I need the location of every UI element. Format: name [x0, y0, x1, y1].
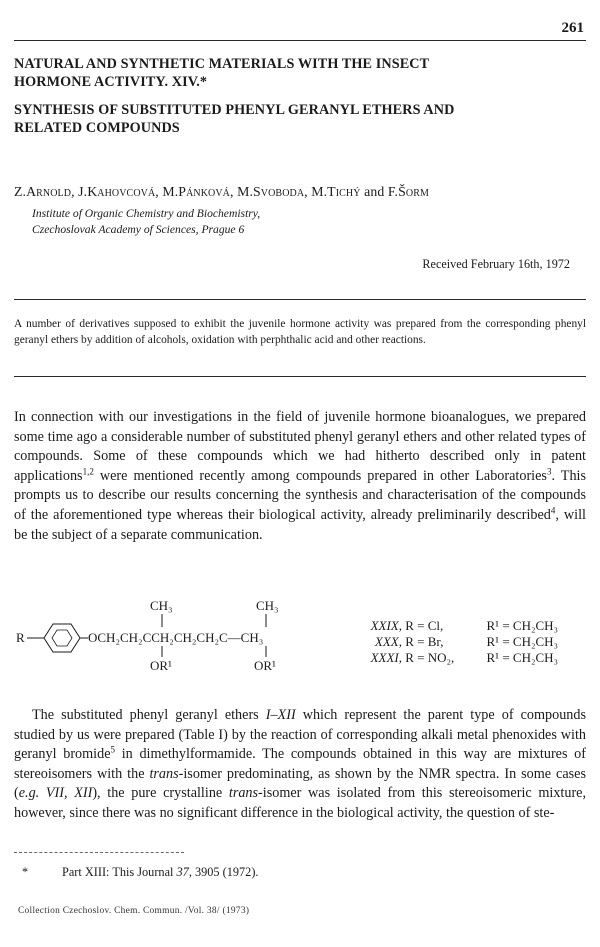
intro-paragraph	[14, 408, 586, 545]
subtitle-line: RELATED COMPOUNDS	[14, 120, 180, 136]
affiliation-line: Institute of Organic Chemistry and Biochemistry,	[32, 207, 261, 220]
text-run: , will be the subject of a separate communication.	[14, 506, 586, 543]
compound-number: XXXI,	[370, 650, 402, 665]
text-run: -isomer was isolated from this stereoisomeric mixture, however, since there was no significant difference in the biological activity, the question of ste-	[14, 785, 587, 821]
benzene-inner-ring	[52, 630, 72, 646]
compound-r: R = Br,	[405, 634, 444, 649]
footnote	[22, 865, 259, 880]
article-title	[14, 55, 586, 91]
compound-entry	[358, 618, 558, 634]
benzene-ring	[44, 624, 80, 652]
authors-and: and	[360, 184, 388, 199]
compound-entry	[358, 634, 558, 650]
methyl-group: CH₃	[150, 598, 173, 613]
text-run: -isomer predominating, as shown by the NMR spectra. In some cases (	[14, 765, 586, 802]
text-run: in dimethylformamide. The compounds obtained in this way are mixtures of stereoisomers with the	[14, 746, 586, 782]
abstract: A number of derivatives supposed to exhibit the juvenile hormone activity was prepared from the corresponding phenyl geranyl ethers by addition of alcohols, oxidation with perphthalic acid and other reactions.	[14, 318, 586, 346]
text-run: In connection with our investigations in the field of juvenile hormone bioanalogues, we prepared some time ago a considerable number of substituted phenyl geranyl ethers and other related types of compounds. Some of these compounds which we had hitherto described only in patent applications	[14, 409, 586, 484]
journal-footer: Collection Czechoslov. Chem. Commun. /Vol. 38/ (1973)	[18, 906, 250, 916]
title-line: NATURAL AND SYNTHETIC MATERIALS WITH THE INSECT	[14, 56, 430, 72]
alkoxy-group: OR¹	[150, 658, 172, 673]
ether-chain: OCH₂CH₂CCH₂CH₂CH₂C—CH₃	[88, 630, 264, 645]
authors-last: F.Šorm	[387, 184, 429, 199]
synthesis-paragraph	[14, 706, 586, 824]
affiliation-line: Czechoslovak Academy of Sciences, Prague 6	[32, 223, 245, 236]
page-number: 261	[561, 20, 584, 36]
italic-term: e.g. VII, XII	[18, 785, 93, 802]
reference: 4	[550, 505, 556, 516]
footnote-text: , 3905 (1972).	[188, 865, 259, 879]
compound-number: XXX,	[374, 634, 402, 649]
italic-term: trans	[149, 765, 179, 782]
footnote-rule	[14, 852, 184, 853]
header-rule	[14, 40, 586, 41]
authors-list: Z.Arnold, J.Kahovcová, M.Pánková, M.Svoboda, M.Tichý	[14, 184, 361, 199]
compound-list	[358, 618, 558, 666]
r-group-label: R	[16, 630, 25, 645]
footnote-text: Part XIII: This Journal	[62, 865, 177, 879]
abstract-top-rule	[14, 299, 586, 300]
text-run: which represent the parent type of compounds studied by us were prepared (Table I) by the reaction of corresponding alkali metal phenoxides with geranyl bromide	[14, 707, 586, 763]
affiliation	[32, 206, 260, 238]
title-line: HORMONE ACTIVITY. XIV.*	[14, 74, 208, 90]
reference: 3	[546, 466, 552, 477]
compound-r1: R¹ = CH₂CH₃	[486, 618, 559, 633]
footnote-volume: 37	[176, 865, 189, 879]
compound-number: XXIX,	[370, 618, 402, 633]
text-run: ), the pure crystalline	[92, 785, 229, 802]
received-date: Received February 16th, 1972	[422, 257, 570, 271]
article-subtitle	[14, 101, 586, 137]
text-run: The substituted phenyl geranyl ethers	[32, 707, 266, 723]
compound-range: I–XII	[265, 707, 296, 723]
text-run: were mentioned recently among compounds prepared in other Laboratories	[93, 467, 547, 484]
authors	[14, 184, 429, 200]
footnote-marker: *	[22, 865, 29, 879]
text-run: . This prompts us to describe our results concerning the synthesis and characterisation of the compounds of the aforementioned type whereas their biological activity, already preliminarily described	[14, 467, 587, 523]
abstract-bottom-rule	[14, 376, 586, 377]
compound-entry	[358, 650, 558, 666]
italic-term: trans	[228, 785, 259, 802]
alkoxy-group: OR¹	[254, 658, 276, 673]
reference: 5	[110, 744, 116, 755]
subtitle-line: SYNTHESIS OF SUBSTITUTED PHENYL GERANYL ETHERS AND	[14, 102, 455, 118]
methyl-group: CH₃	[256, 598, 279, 613]
compound-r: R = Cl,	[405, 618, 444, 633]
compound-r1: R¹ = CH₂CH₃	[486, 634, 559, 649]
compound-r1: R¹ = CH₂CH₃	[486, 650, 559, 665]
reference: 1,2	[82, 466, 94, 477]
compound-r: R = NO₂,	[405, 650, 455, 665]
